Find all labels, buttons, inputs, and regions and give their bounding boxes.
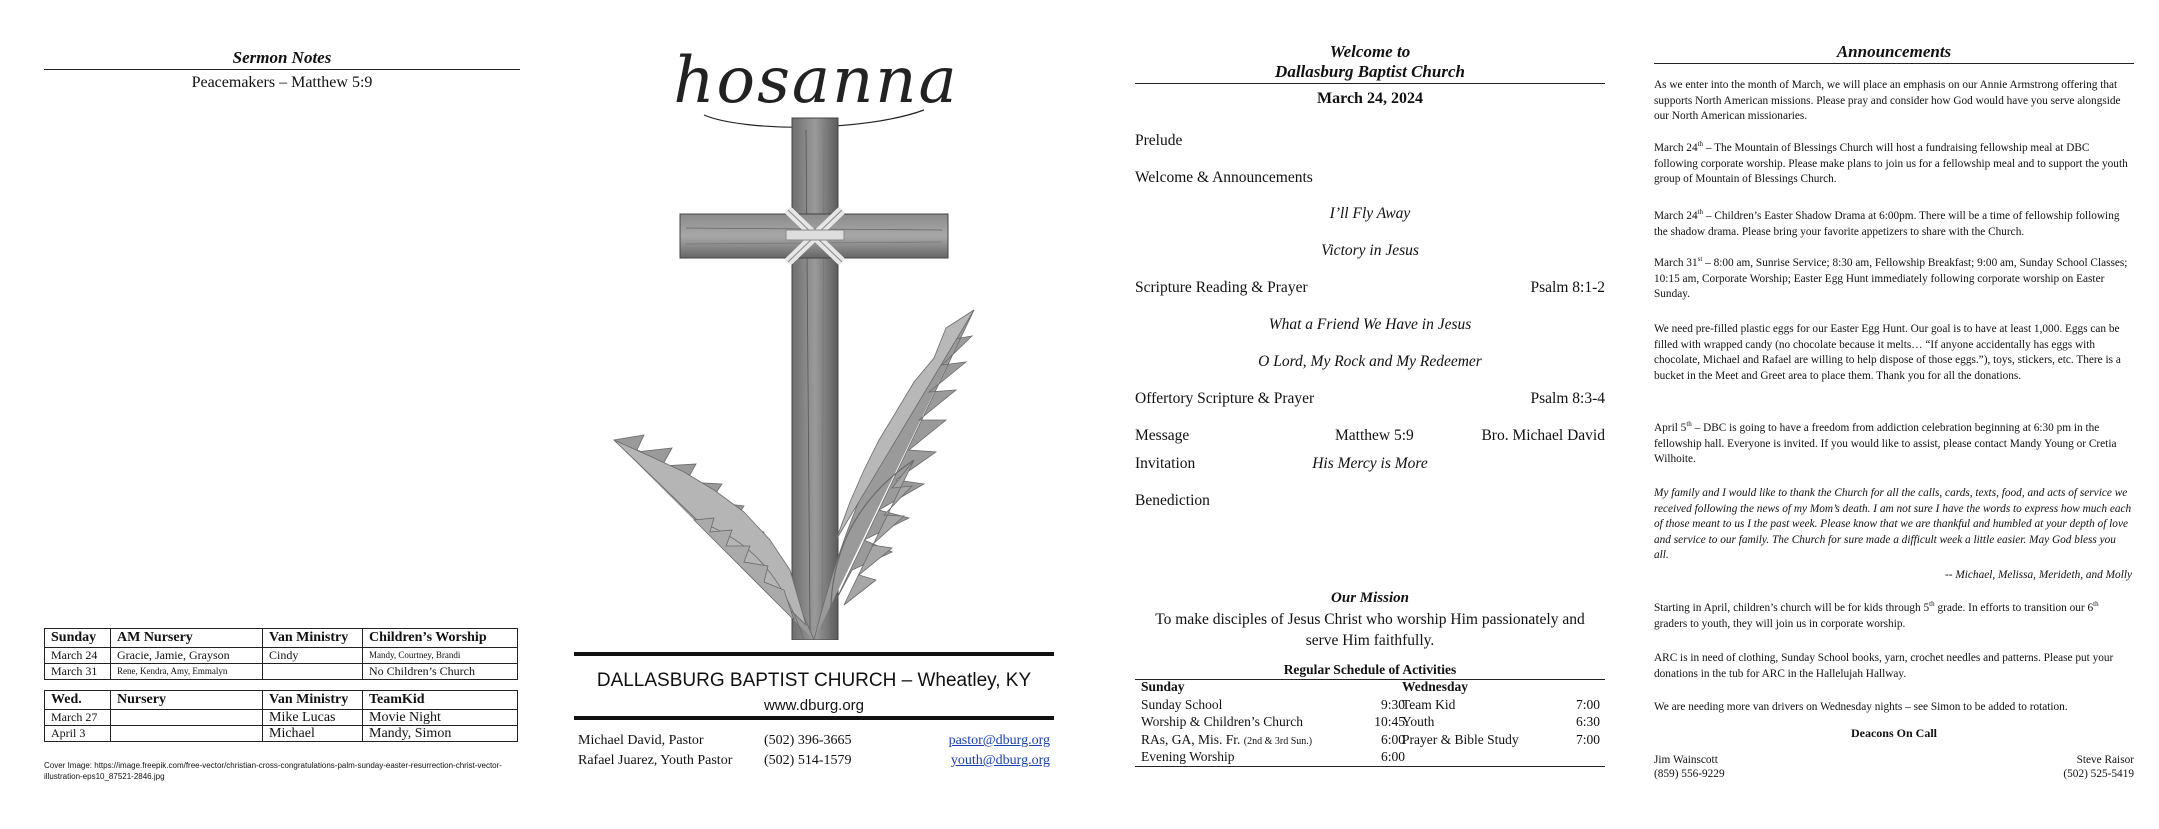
hymn-title: I’ll Fly Away (1329, 205, 1411, 222)
announcement-item: March 31st – 8:00 am, Sunrise Service; 8:30 am, Fellowship Breakfast; 9:00 am, Sunday School Classes; 10:15 am, Corporate Worship; Easter Egg Hunt immediately following corporate worship on Easter Sunday. (1654, 255, 2128, 300)
message-reference: Matthew 5:9 (1335, 427, 1414, 444)
table-header-cell: Sunday (45, 629, 111, 648)
table-header-cell: TeamKid (363, 691, 518, 710)
welcome-heading (1135, 42, 1605, 84)
service-date: March 24, 2024 (1317, 90, 1423, 107)
activity-note: (2nd & 3rd Sun.) (1243, 735, 1313, 747)
activity-name: Evening Worship (1141, 749, 1235, 764)
announcement-item: ARC is in need of clothing, Sunday School books, yarn, crochet needles and patterns. Please put your donations in the tub for ARC in the Hallelujah Hallway. (1654, 652, 2114, 680)
deacon-contact (1654, 753, 1725, 781)
church-name-heading: Dallasburg Baptist Church (1275, 62, 1465, 81)
announcements-title: Announcements (1654, 42, 2134, 64)
hosanna-script: hosanna (673, 44, 959, 118)
activity-name: Prayer & Bible Study (1402, 731, 1519, 747)
activity-time: 10:45 (1374, 714, 1405, 729)
announcement-item: April 5th – DBC is going to have a freedom from addiction celebration beginning at 6:30 pm in the fellowship hall. Everyone is invited. If you would like to assist, please contact Mandy Young or Cretia Wilhoite. (1654, 420, 2117, 465)
table-header-cell: Nursery (111, 691, 263, 710)
order-scripture: Scripture Reading & Prayer (1135, 279, 1308, 296)
activity-time: 6:00 (1380, 749, 1405, 764)
deacon-name: Steve Raisor (2076, 754, 2134, 766)
activity-name: Worship & Children’s Church (1141, 714, 1304, 729)
schedule-row (1141, 678, 1405, 696)
table-cell: March 31 (45, 664, 111, 680)
activity-name: Team Kid (1402, 696, 1456, 712)
table-header-cell: AM Nursery (111, 629, 263, 648)
deacons-title: Deacons On Call (1850, 726, 1937, 740)
sermon-notes-panel (44, 0, 520, 829)
message-speaker: Bro. Michael David (1481, 427, 1605, 444)
deacon-phone: (859) 556-9229 (1654, 768, 1725, 780)
table-header-cell: Van Ministry (263, 629, 363, 648)
cover-image-credit: Cover Image: https://image.freepik.com/free-vector/christian-cross-congratulations-palm-sunday-easter-resurrection-christ-vector-illustration-eps10_87521-2846.jpg (44, 761, 502, 781)
schedule-row (1402, 713, 1600, 731)
schedule-day-label: Wednesday (1402, 679, 1469, 694)
table-cell: Gracie, Jamie, Grayson (111, 648, 263, 664)
church-name: DALLASBURG BAPTIST CHURCH – Wheatley, KY (596, 670, 1032, 691)
sunday-schedule (1141, 678, 1405, 766)
announcement-item: As we enter into the month of March, we will place an emphasis on our Annie Armstrong offering that supports North American missions. Please pray and consider how God would have you serve alongside our North American missionaries. (1654, 79, 2121, 122)
table-header-row (45, 629, 518, 648)
church-banner (574, 652, 1054, 720)
staff-phone: (502) 514-1579 (764, 753, 852, 768)
table-header-cell: Wed. (45, 691, 111, 710)
deacon-phone: (502) 525-5419 (2063, 768, 2134, 780)
table-row (45, 664, 518, 680)
table-cell: Mike Lucas (263, 710, 363, 726)
table-cell: Rene, Kendra, Amy, Emmalyn (111, 664, 263, 680)
table-cell: March 24 (45, 648, 111, 664)
activity-time: 9:30 (1380, 696, 1405, 712)
table-cell (111, 710, 263, 726)
order-prelude: Prelude (1135, 132, 1183, 149)
table-row (45, 710, 518, 726)
table-cell: No Children’s Church (363, 664, 518, 680)
order-message: Message (1135, 427, 1190, 444)
table-header-row (45, 691, 518, 710)
schedule-bottom-rule (1135, 766, 1605, 767)
announcement-item: March 24th – The Mountain of Blessings Church will host a fundraising fellowship meal at DBC following corporate worship. Please make plans to join us for a fellowship meal and to support the youth group of Mountain of Blessings Church. (1654, 140, 2128, 185)
announcements-panel (1654, 0, 2134, 829)
hymn-title: O Lord, My Rock and My Redeemer (1258, 353, 1482, 370)
schedule-row (1141, 731, 1405, 749)
mission-title: Our Mission (1331, 590, 1409, 606)
wednesday-schedule (1402, 678, 1600, 748)
activity-time: 6:00 (1380, 731, 1405, 747)
sermon-subtitle: Peacemakers – Matthew 5:9 (191, 74, 373, 91)
table-cell: Movie Night (363, 710, 518, 726)
activity-time: 7:00 (1575, 731, 1600, 747)
activity-name: RAs, GA, Mis. Fr. (1141, 731, 1241, 747)
staff-phone: (502) 396-3665 (764, 733, 852, 748)
table-cell: Mandy, Simon (363, 726, 518, 742)
table-cell: Cindy (263, 648, 363, 664)
staff-name: Rafael Juarez, Youth Pastor (578, 753, 733, 768)
regular-schedule-title: Regular Schedule of Activities (1135, 662, 1605, 680)
announcement-item: Starting in April, children’s church will be for kids through 5th grade. In efforts to transition our 6th graders to youth, they will join us in corporate worship. (1654, 600, 2099, 630)
activity-time: 6:30 (1575, 714, 1600, 729)
activity-name: Youth (1402, 714, 1435, 729)
order-benediction: Benediction (1135, 492, 1210, 509)
staff-email-link[interactable]: pastor@dburg.org (948, 733, 1050, 748)
schedule-day-label: Sunday (1141, 679, 1185, 694)
thank-you-signature: -- Michael, Melissa, Merideth, and Molly (1945, 569, 2132, 581)
scripture-reference: Psalm 8:1-2 (1530, 279, 1605, 296)
hymn-title: Victory in Jesus (1321, 242, 1419, 259)
table-cell: Mandy, Courtney, Brandi (363, 648, 518, 664)
mission-statement: To make disciples of Jesus Christ who worship Him passionately and serve Him faithfully. (1155, 611, 1585, 649)
welcome-line: Welcome to (1329, 42, 1411, 61)
schedule-row (1402, 678, 1600, 696)
order-offertory: Offertory Scripture & Prayer (1135, 390, 1315, 407)
sermon-notes-title: Sermon Notes (44, 48, 520, 70)
announcement-item: March 24th – Children’s Easter Shadow Drama at 6:00pm. There will be a time of fellowship following the shadow drama. Please bring your favorite appetizers to share with the Church. (1654, 208, 2120, 238)
activity-time: 7:00 (1575, 696, 1600, 712)
order-of-worship-panel (1135, 0, 1605, 829)
sunday-volunteer-table (44, 628, 518, 680)
table-header-cell: Children’s Worship (363, 629, 518, 648)
table-header-cell: Van Ministry (263, 691, 363, 710)
table-row (45, 648, 518, 664)
activity-name: Sunday School (1141, 696, 1223, 712)
hymn-title: His Mercy is More (1312, 455, 1428, 472)
order-invitation: Invitation (1135, 455, 1196, 472)
deacon-contact (2063, 753, 2134, 781)
table-cell: Michael (263, 726, 363, 742)
announcement-item: We are needing more van drivers on Wednesday nights – see Simon to be added to rotation. (1654, 701, 2068, 713)
announcement-item: We need pre-filled plastic eggs for our Easter Egg Hunt. Our goal is to have at least 1,000. Eggs can be filled with wrapped candy (no chocolate because it melts… “If anyone accidentally has eggs with chocolate, Michael and Rafael are willing to help dispose of those eggs.”), toys, stickers, etc. There is a bucket in the Meet and Greet area to place them. Thank you for all the donations. (1654, 323, 2121, 382)
schedule-row (1402, 696, 1600, 714)
wednesday-volunteer-table (44, 690, 518, 742)
schedule-row (1141, 713, 1405, 731)
staff-email-link[interactable]: youth@dburg.org (950, 753, 1050, 768)
table-cell (111, 726, 263, 742)
offertory-reference: Psalm 8:3-4 (1530, 390, 1605, 407)
schedule-row (1402, 731, 1600, 749)
thank-you-note: My family and I would like to thank the Church for all the calls, cards, texts, food, and acts of service we received following the news of my Mom’s death. I am not sure I have the words to express how much each of those meant to us I the past week. Please know that we are thankful and humbled at your depth of love and service to our family. The Church for sure made a difficult week a little easier. May God bless you all. (1654, 487, 2132, 561)
hymn-title: What a Friend We Have in Jesus (1268, 316, 1472, 333)
deacon-name: Jim Wainscott (1654, 754, 1718, 766)
staff-name: Michael David, Pastor (578, 733, 704, 748)
cover-panel (574, 0, 1054, 829)
hosanna-cross-illustration (574, 40, 1054, 640)
order-welcome: Welcome & Announcements (1135, 169, 1313, 186)
church-website[interactable]: www.dburg.org (763, 697, 865, 714)
table-row (45, 726, 518, 742)
table-cell: April 3 (45, 726, 111, 742)
table-cell (263, 664, 363, 680)
schedule-row (1141, 748, 1405, 766)
table-cell: March 27 (45, 710, 111, 726)
schedule-row (1141, 696, 1405, 714)
